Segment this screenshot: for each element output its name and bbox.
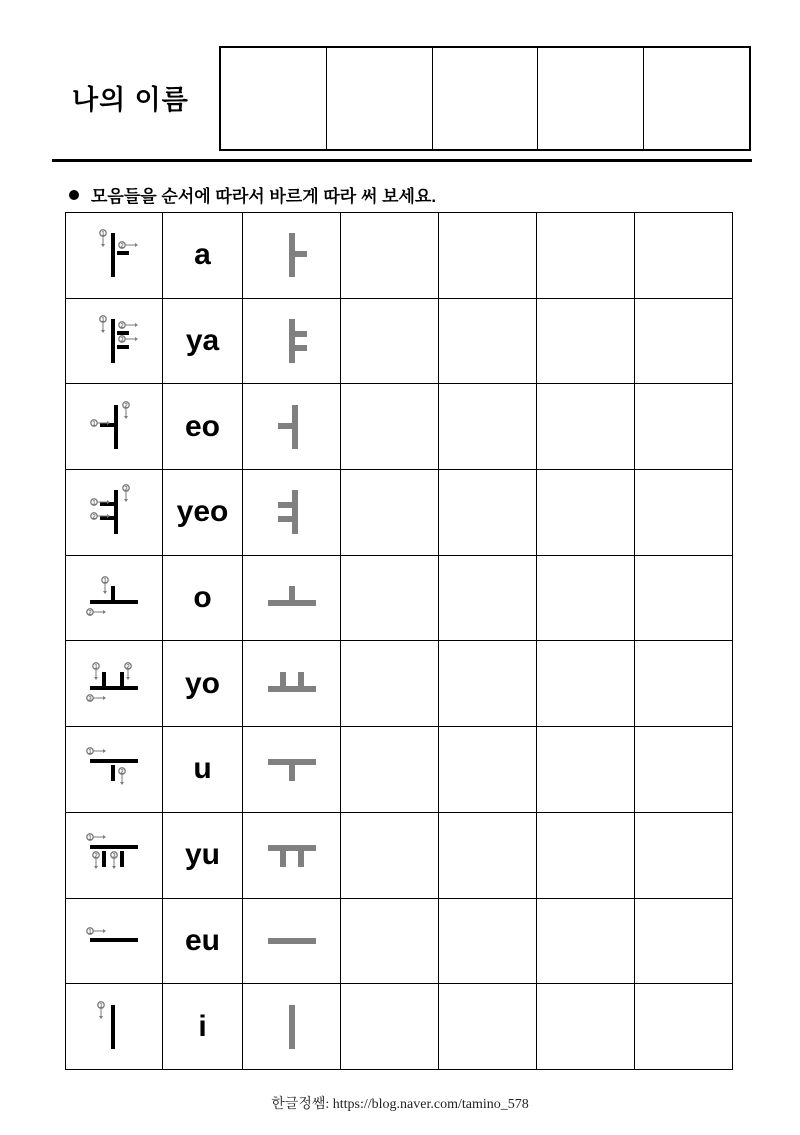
practice-cell[interactable]	[439, 641, 537, 727]
svg-text:2: 2	[126, 664, 130, 671]
trace-model-glyph	[262, 311, 322, 371]
practice-cell[interactable]	[635, 727, 733, 813]
romanization: a	[194, 238, 211, 272]
vowel-stroke	[117, 251, 129, 255]
svg-text:1: 1	[92, 500, 96, 507]
vowel-stroke	[295, 251, 307, 257]
stroke-order-marker	[93, 852, 99, 869]
stroke-order-marker	[87, 928, 106, 936]
romanization-cell	[163, 298, 243, 384]
stroke-order-marker	[100, 230, 106, 247]
vowel-stroke	[117, 331, 129, 335]
vowel-stroke	[120, 672, 124, 686]
trace-model-cell	[243, 213, 341, 299]
name-label: 나의 이름	[72, 85, 189, 115]
vowel-stroke	[90, 759, 138, 763]
vowel-stroke	[268, 600, 316, 606]
stroke-order-marker	[98, 1001, 104, 1018]
practice-cell[interactable]	[635, 298, 733, 384]
name-box[interactable]	[433, 48, 539, 149]
instruction-text: 모음들을 순서에 따라서 바르게 따라 써 보세요.	[91, 187, 437, 206]
practice-cell[interactable]	[635, 812, 733, 898]
stroke-order-marker	[123, 485, 129, 502]
vowel-row	[66, 298, 733, 384]
stroke-order-cell	[66, 641, 163, 727]
romanization-cell	[163, 898, 243, 984]
trace-model-glyph	[262, 997, 322, 1057]
stroke-order-marker	[87, 609, 106, 617]
svg-text:2: 2	[92, 514, 96, 521]
vowel-row	[66, 898, 733, 984]
practice-cell[interactable]	[635, 213, 733, 299]
vowel-stroke	[298, 672, 304, 686]
footer-credit: 한글정쌤: https://blog.naver.com/tamino_578	[271, 1097, 529, 1112]
vowel-row	[66, 727, 733, 813]
practice-cell[interactable]	[439, 213, 537, 299]
practice-cell[interactable]	[537, 470, 635, 556]
trace-model-glyph	[262, 739, 322, 799]
practice-cell[interactable]	[439, 812, 537, 898]
stroke-order-cell	[66, 470, 163, 556]
romanization: eu	[184, 923, 220, 957]
stroke-order-diagram	[84, 911, 144, 971]
stroke-order-diagram	[84, 568, 144, 628]
vowel-stroke	[280, 851, 286, 867]
trace-model-glyph	[262, 568, 322, 628]
vowel-stroke	[289, 765, 295, 781]
practice-cell[interactable]	[341, 812, 439, 898]
stroke-order-marker	[87, 748, 106, 756]
vowel-row	[66, 213, 733, 299]
vowel-stroke	[120, 851, 124, 867]
stroke-order-diagram	[84, 739, 144, 799]
practice-cell[interactable]	[341, 984, 439, 1070]
stroke-order-marker	[93, 663, 99, 680]
svg-text:1: 1	[92, 421, 96, 428]
practice-cell[interactable]	[341, 470, 439, 556]
name-box[interactable]	[221, 48, 327, 149]
vowel-stroke	[114, 490, 118, 534]
vowel-stroke	[289, 1005, 295, 1049]
stroke-order-diagram	[84, 397, 144, 457]
stroke-order-diagram	[84, 311, 144, 371]
vowel-row	[66, 812, 733, 898]
svg-text:3: 3	[112, 853, 116, 860]
vowel-stroke	[292, 490, 298, 534]
svg-text:2: 2	[124, 403, 128, 410]
vowel-stroke	[90, 686, 138, 690]
name-boxes	[219, 46, 751, 151]
practice-cell[interactable]	[537, 641, 635, 727]
stroke-order-marker	[119, 322, 138, 330]
divider	[52, 159, 752, 162]
svg-text:1: 1	[94, 664, 98, 671]
svg-text:1: 1	[88, 749, 92, 756]
trace-model-glyph	[262, 397, 322, 457]
romanization: ya	[185, 324, 220, 358]
romanization-cell	[163, 213, 243, 299]
stroke-order-marker	[87, 695, 106, 703]
vowel-stroke	[278, 423, 292, 429]
svg-text:1: 1	[101, 231, 105, 238]
svg-text:2: 2	[94, 853, 98, 860]
trace-model-cell	[243, 641, 341, 727]
vowel-stroke	[295, 331, 307, 337]
trace-model-cell	[243, 298, 341, 384]
practice-cell[interactable]	[439, 470, 537, 556]
stroke-order-diagram	[84, 997, 144, 1057]
romanization-cell	[163, 984, 243, 1070]
romanization-cell	[163, 384, 243, 470]
practice-cell[interactable]	[341, 727, 439, 813]
stroke-order-cell	[66, 812, 163, 898]
vowel-stroke	[268, 686, 316, 692]
romanization-cell	[163, 555, 243, 641]
practice-cell[interactable]	[537, 384, 635, 470]
practice-cell[interactable]	[635, 984, 733, 1070]
vowel-stroke	[278, 516, 292, 522]
practice-cell[interactable]	[439, 898, 537, 984]
vowel-stroke	[295, 345, 307, 351]
svg-text:2: 2	[120, 769, 124, 776]
stroke-order-cell	[66, 898, 163, 984]
practice-cell[interactable]	[439, 984, 537, 1070]
vowel-stroke	[278, 502, 292, 508]
name-box[interactable]	[538, 48, 644, 149]
practice-cell[interactable]	[635, 641, 733, 727]
romanization-cell	[163, 727, 243, 813]
vowel-stroke	[111, 586, 115, 600]
trace-model-cell	[243, 470, 341, 556]
vowel-row	[66, 641, 733, 727]
name-box[interactable]	[644, 48, 749, 149]
trace-model-cell	[243, 727, 341, 813]
trace-model-glyph	[262, 825, 322, 885]
practice-cell[interactable]	[439, 298, 537, 384]
vowel-stroke	[111, 233, 115, 277]
vowel-stroke	[102, 672, 106, 686]
vowel-stroke	[268, 759, 316, 765]
svg-text:1: 1	[103, 578, 107, 585]
stroke-order-diagram	[84, 825, 144, 885]
practice-cell[interactable]	[439, 555, 537, 641]
practice-cell[interactable]	[439, 727, 537, 813]
romanization: eo	[184, 409, 220, 443]
vowel-practice-table	[65, 212, 733, 1070]
vowel-stroke	[102, 851, 106, 867]
stroke-order-cell	[66, 298, 163, 384]
svg-text:1: 1	[88, 835, 92, 842]
practice-cell[interactable]	[635, 555, 733, 641]
romanization-cell	[163, 470, 243, 556]
svg-text:1: 1	[99, 1002, 103, 1009]
stroke-order-diagram	[84, 654, 144, 714]
vowel-stroke	[111, 765, 115, 781]
vowel-stroke	[289, 586, 295, 600]
practice-cell[interactable]	[537, 213, 635, 299]
vowel-stroke	[117, 345, 129, 349]
vowel-stroke	[111, 1005, 115, 1049]
romanization: yo	[184, 666, 220, 700]
practice-cell[interactable]	[537, 298, 635, 384]
vowel-stroke	[90, 845, 138, 849]
vowel-stroke	[114, 405, 118, 449]
instruction	[66, 182, 436, 207]
stroke-order-marker	[111, 852, 117, 869]
vowel-stroke	[289, 233, 295, 277]
bullet-icon	[69, 190, 79, 200]
romanization-cell	[163, 812, 243, 898]
trace-model-cell	[243, 984, 341, 1070]
vowel-stroke	[111, 319, 115, 363]
vowel-stroke	[268, 845, 316, 851]
romanization: u	[193, 752, 212, 786]
vowel-stroke	[298, 851, 304, 867]
practice-cell[interactable]	[537, 727, 635, 813]
stroke-order-cell	[66, 984, 163, 1070]
stroke-order-marker	[119, 242, 138, 250]
practice-cell[interactable]	[341, 898, 439, 984]
svg-text:3: 3	[88, 696, 92, 703]
trace-model-cell	[243, 384, 341, 470]
trace-model-cell	[243, 898, 341, 984]
vowel-stroke	[280, 672, 286, 686]
vowel-stroke	[90, 938, 138, 942]
stroke-order-marker	[102, 577, 108, 594]
vowel-row	[66, 984, 733, 1070]
practice-cell[interactable]	[341, 555, 439, 641]
practice-cell[interactable]	[341, 641, 439, 727]
stroke-order-cell	[66, 384, 163, 470]
stroke-order-cell	[66, 727, 163, 813]
romanization: i	[198, 1009, 207, 1043]
svg-text:2: 2	[120, 243, 124, 250]
practice-cell[interactable]	[537, 812, 635, 898]
svg-text:2: 2	[88, 610, 92, 617]
romanization: yeo	[176, 495, 229, 529]
vowel-stroke	[90, 600, 138, 604]
practice-cell[interactable]	[537, 898, 635, 984]
trace-model-glyph	[262, 225, 322, 285]
vowel-stroke	[268, 938, 316, 944]
practice-cell[interactable]	[341, 384, 439, 470]
svg-text:2: 2	[120, 323, 124, 330]
practice-cell[interactable]	[537, 555, 635, 641]
practice-cell[interactable]	[635, 384, 733, 470]
stroke-order-diagram	[84, 225, 144, 285]
romanization-cell	[163, 641, 243, 727]
stroke-order-marker	[119, 336, 138, 344]
romanization: yu	[184, 838, 220, 872]
practice-cell[interactable]	[635, 470, 733, 556]
vowel-row	[66, 555, 733, 641]
stroke-order-cell	[66, 555, 163, 641]
vowel-row	[66, 384, 733, 470]
vowel-stroke	[292, 405, 298, 449]
vowel-row	[66, 470, 733, 556]
stroke-order-diagram	[84, 482, 144, 542]
romanization: o	[193, 581, 212, 615]
practice-cell[interactable]	[635, 898, 733, 984]
practice-cell[interactable]	[537, 984, 635, 1070]
stroke-order-marker	[100, 316, 106, 333]
vowel-stroke	[289, 319, 295, 363]
svg-text:1: 1	[88, 929, 92, 936]
svg-text:1: 1	[101, 317, 105, 324]
practice-cell[interactable]	[439, 384, 537, 470]
svg-text:3: 3	[120, 337, 124, 344]
stroke-order-marker	[123, 402, 129, 419]
trace-model-glyph	[262, 654, 322, 714]
trace-model-cell	[243, 812, 341, 898]
trace-model-glyph	[262, 482, 322, 542]
trace-model-cell	[243, 555, 341, 641]
svg-text:3: 3	[124, 486, 128, 493]
trace-model-glyph	[262, 911, 322, 971]
practice-cell[interactable]	[341, 298, 439, 384]
practice-cell[interactable]	[341, 213, 439, 299]
stroke-order-marker	[119, 768, 125, 785]
stroke-order-marker	[87, 834, 106, 842]
name-box[interactable]	[327, 48, 433, 149]
stroke-order-marker	[125, 663, 131, 680]
stroke-order-cell	[66, 213, 163, 299]
